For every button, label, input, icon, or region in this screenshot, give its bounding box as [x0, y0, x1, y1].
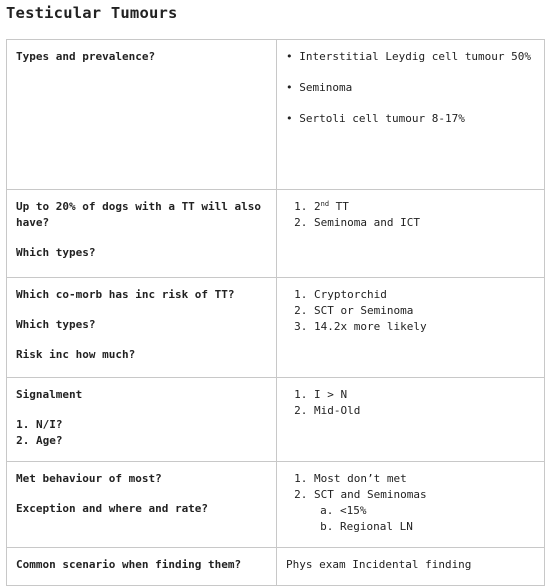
list-item: 2. Seminoma and ICT: [314, 215, 536, 231]
question-cell: [7, 190, 277, 278]
list-item: 1. Most don’t met: [314, 471, 536, 487]
bullet-item: • Seminoma: [286, 81, 353, 94]
table-row: [7, 462, 545, 548]
table-row: [7, 40, 545, 190]
bullet-item: • Sertoli cell tumour 8-17%: [286, 112, 465, 125]
list-item: 1. 2nd TT: [314, 199, 536, 215]
question-cell: [7, 278, 277, 378]
answer-cell: [277, 190, 545, 278]
list-item: a. <15%: [340, 503, 536, 519]
list-item: 2. SCT or Seminoma: [314, 303, 536, 319]
table-row: [7, 548, 545, 586]
list-item: 1. Cryptorchid: [314, 287, 536, 303]
question-sublist: [16, 417, 268, 449]
bullet-item: • Interstitial Leydig cell tumour 50%: [286, 50, 532, 63]
answer-cell: [277, 40, 545, 190]
question-text: Which types?: [16, 246, 96, 259]
question-text: Met behaviour of most?: [16, 472, 162, 485]
question-text: Signalment: [16, 388, 83, 401]
list-item: 2. Mid-Old: [314, 403, 536, 419]
notes-table: [6, 39, 545, 586]
answer-sublist: [314, 503, 536, 535]
question-text: Types and prevalence?: [16, 50, 156, 63]
answer-cell: [277, 278, 545, 378]
answer-cell: [277, 548, 545, 586]
question-text: Common scenario when finding them?: [16, 558, 242, 571]
question-cell: [7, 378, 277, 462]
table-row: [7, 278, 545, 378]
list-item: 1. I > N: [314, 387, 536, 403]
answer-list: [286, 471, 536, 535]
question-text: Up to 20% of dogs with a TT will also have?: [16, 200, 262, 229]
list-item: 3. 14.2x more likely: [314, 319, 536, 335]
page-title: Testicular Tumours: [6, 4, 178, 22]
list-item: 2. SCT and Seminomas a. <15% b. Regional LN: [314, 487, 536, 535]
answer-list: [286, 287, 536, 335]
answer-text: Phys exam Incidental finding: [286, 558, 472, 571]
list-item: 2. Age?: [36, 433, 268, 449]
list-item: 1. N/I?: [36, 417, 268, 433]
question-cell: [7, 40, 277, 190]
answer-cell: [277, 378, 545, 462]
list-item: b. Regional LN: [340, 519, 536, 535]
answer-list: [286, 387, 536, 419]
table-row: [7, 378, 545, 462]
table-row: [7, 190, 545, 278]
answer-list: [286, 199, 536, 231]
question-cell: [7, 462, 277, 548]
question-text: Exception and where and rate?: [16, 502, 209, 515]
question-text: Which co-morb has inc risk of TT?: [16, 288, 235, 301]
question-cell: [7, 548, 277, 586]
answer-cell: [277, 462, 545, 548]
question-text: Which types?: [16, 318, 96, 331]
question-text: Risk inc how much?: [16, 348, 136, 361]
